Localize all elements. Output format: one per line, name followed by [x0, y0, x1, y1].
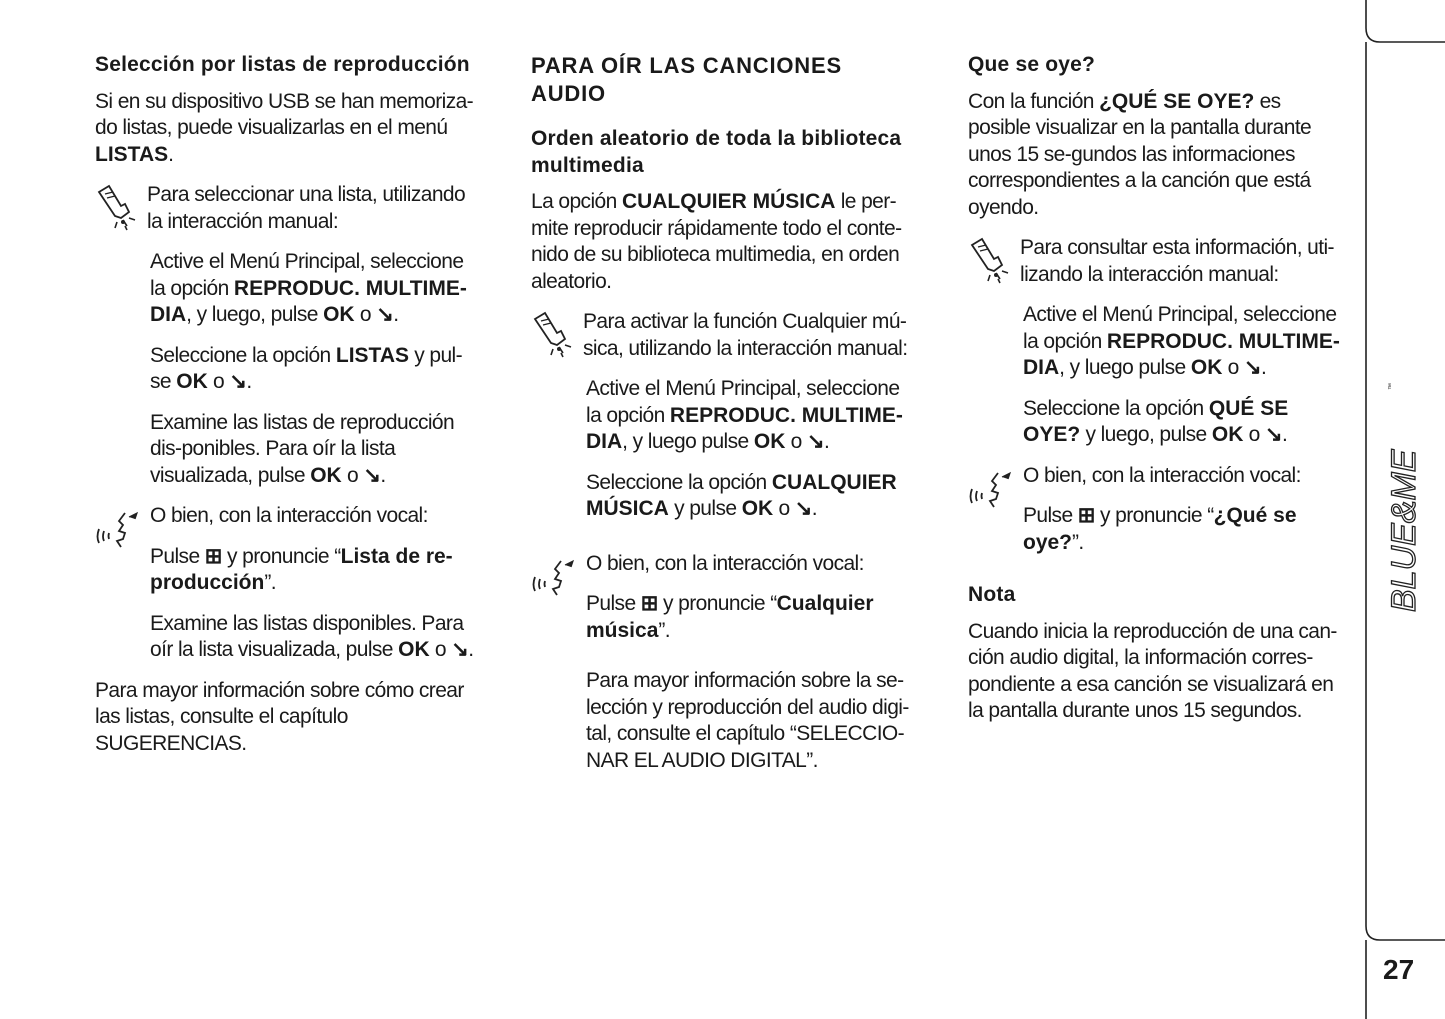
step-4: Examine las listas disponibles. Para oír la lista visualizada, pulse OK o ↘. [150, 611, 475, 664]
intro-paragraph: La opción CUALQUIER MÚSICA le per-mite reproducir rápidamente todo el conte-nido de su biblioteca multimedia, en orden aleatorio. [531, 190, 902, 293]
brand-tm: ™ [1388, 383, 1395, 390]
phone-icon: ↘ [806, 430, 824, 453]
manual-interaction-text: Para consultar esta información, uti-lizando la interacción manual: [1020, 236, 1334, 286]
step-1: Active el Menú Principal, seleccione la opción REPRODUC. MULTIME-DIA, y luego pulse OK o ↘. [1023, 302, 1348, 382]
footer-paragraph: Para mayor información sobre la se-lección y reproducción del audio digi-tal, consulte el capítulo “SELECCIO-NAR EL AUDIO DIGITAL”. [586, 669, 909, 772]
footer-paragraph: Para mayor información sobre cómo crear las listas, consulte el capítulo SUGERENCIAS. [95, 678, 464, 755]
note-heading: Nota [968, 583, 1016, 606]
section-heading: Selección por listas de reproducción [95, 53, 470, 76]
phone-icon: ↘ [1243, 356, 1261, 379]
step-2: Seleccione la opción CUALQUIER MÚSICA y pulse OK o ↘. [586, 470, 911, 523]
step-2: Seleccione la opción QUÉ SE OYE? y luego, pulse OK o ↘. [1023, 396, 1348, 449]
voice-speech-icon [95, 507, 143, 559]
column-right [968, 52, 1348, 739]
section-heading: Que se oye? [968, 53, 1096, 76]
note-paragraph: Cuando inicia la reproducción de una can-ción audio digital, la información corres-pondiente a esa canción se visualizará en la pantalla durante unos 15 segundos. [968, 619, 1337, 722]
step-1: Active el Menú Principal, seleccione la opción REPRODUC. MULTIME-DIA, y luego pulse OK o ↘. [586, 376, 911, 456]
manual-interaction-text: Para seleccionar una lista, utilizando la interacción manual: [147, 183, 466, 233]
phone-icon: ↘ [376, 303, 394, 326]
voice-interaction-block [95, 503, 475, 597]
voice-button-icon: ⊞ [204, 544, 222, 568]
manual-interaction-text: Para activar la función Cualquier mú-sica, utilizando la interacción manual: [583, 310, 908, 360]
section-heading: PARA OÍR LAS CANCIONES AUDIO [531, 53, 842, 106]
manual-interaction-block [968, 235, 1348, 288]
intro-paragraph: Con la función ¿QUÉ SE OYE? es posible visualizar en la pantalla durante unos 15 se-gundos las informaciones correspondientes a la canción que está oyendo. [968, 89, 1312, 219]
phone-icon: ↘ [794, 497, 812, 520]
page-number: 27 [1383, 954, 1415, 985]
step-2: Seleccione la opción LISTAS y pul-se OK o ↘. [150, 343, 475, 396]
phone-icon: ↘ [1264, 423, 1282, 446]
column-middle [531, 52, 911, 788]
hand-press-icon [95, 182, 143, 234]
hand-press-icon [968, 235, 1016, 287]
hand-press-icon [531, 309, 579, 361]
voice-button-icon: ⊞ [1077, 504, 1095, 527]
voice-speech-icon [968, 467, 1016, 519]
voice-interaction-block [968, 463, 1348, 557]
voice-interaction-text: O bien, con la interacción vocal: [1023, 463, 1301, 487]
voice-speech-icon [531, 555, 579, 607]
voice-button-icon: ⊞ [640, 592, 658, 615]
voice-interaction-block [531, 551, 911, 645]
intro-paragraph: Si en su dispositivo USB se han memoriza-do listas, puede visualizarlas en el menú LISTAS. [95, 89, 474, 166]
phone-icon: ↘ [451, 638, 469, 661]
voice-interaction-text: O bien, con la interacción vocal: [150, 504, 428, 527]
voice-interaction-text: O bien, con la interacción vocal: [586, 551, 864, 575]
voice-command: Pulse ⊞ y pronuncie “¿Qué se oye?”. [1023, 504, 1297, 554]
manual-interaction-block [95, 182, 475, 235]
subsection-heading: Orden aleatorio de toda la biblioteca multimedia [531, 127, 902, 177]
voice-command: Pulse ⊞ y pronuncie “Lista de re-producción”. [150, 544, 453, 594]
brand-logo [1385, 380, 1425, 620]
column-left [95, 52, 475, 771]
step-3: Examine las listas de reproducción dis-ponibles. Para oír la lista visualizada, pulse OK o ↘. [150, 410, 475, 490]
voice-command: Pulse ⊞ y pronuncie “Cualquier música”. [586, 592, 874, 642]
brand-logo-text: BLUE&ME [1385, 449, 1423, 612]
manual-interaction-block [531, 309, 911, 362]
phone-icon: ↘ [229, 370, 247, 393]
step-1: Active el Menú Principal, seleccione la opción REPRODUC. MULTIME-DIA, y luego, pulse OK o ↘. [150, 249, 475, 329]
phone-icon: ↘ [363, 463, 381, 487]
